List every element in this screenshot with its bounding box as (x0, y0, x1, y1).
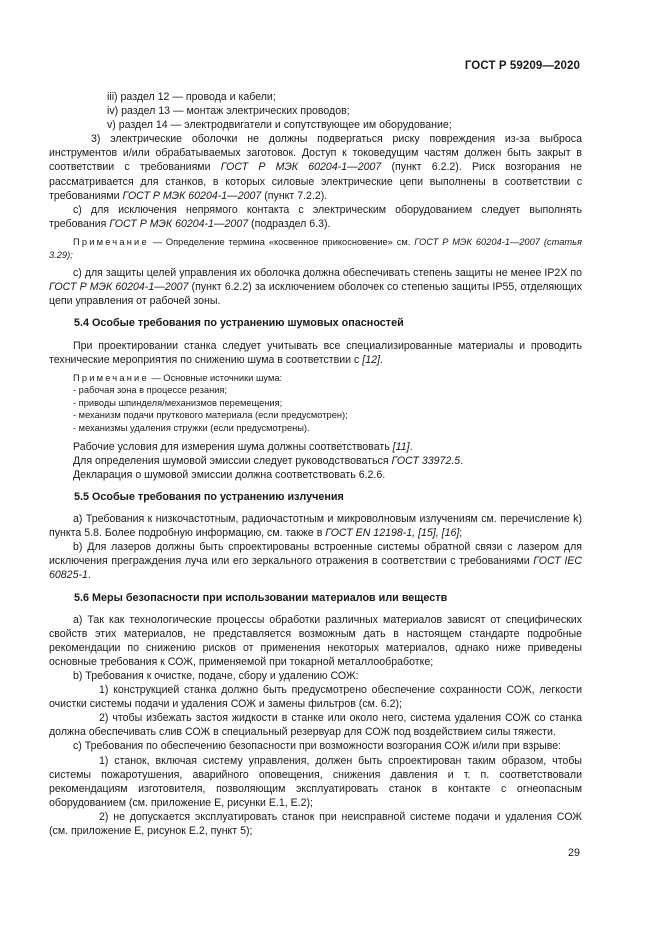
list-item: - механизмы удаления стружки (если предусмотрены). (73, 423, 310, 434)
paragraph-radiation-b: b) Для лазеров должны быть спроектированы встроенные системы обратной связи с лазером для исключения преграждения луча или его зеркального отражения в соответствии с требованиями ГОСТ IEC 60825-1. (49, 541, 582, 582)
paragraph-materials-b2: 2) чтобы избежать застоя жидкости в станке или около него, система удаления СОЖ со станка должна обеспечивать слив СОЖ в специальный резервуар для СОЖ под воздействием силы тяжести. (49, 712, 582, 739)
paragraph-materials-b1: 1) конструкцией станка должно быть предусмотрено обеспечение сохранности СОЖ, легкости очистки системы подачи и удаления СОЖ и замены фильтров (см. 6.2); (49, 684, 582, 711)
document-header: ГОСТ Р 59209—2020 (464, 60, 580, 72)
section-title-5-5: 5.5 Особые требования по устранению излучения (74, 490, 344, 503)
section-title-5-6: 5.6 Меры безопасности при использовании материалов или веществ (74, 591, 448, 604)
paragraph-noise-declaration: Декларация о шумовой эмиссии должна соответствовать 6.2.6. (73, 468, 386, 481)
note-noise-sources: Примечание — Основные источники шума: (73, 372, 283, 383)
paragraph-c-control-circuits: c) для защиты целей управления их оболочка должна обеспечивать степень защиты не менее IP2X по ГОСТ Р МЭК 60204-1—2007 (пункт 6.2.2) за исключением оболочек со степенью защиты IP55, отделяющих цепи управления от рабочей зоны. (49, 267, 582, 308)
list-item: - механизм подачи пруткового материала (если предусмотрен); (73, 410, 348, 421)
list-item-iv: iv) раздел 13 — монтаж электрических проводов; (107, 105, 350, 118)
list-item-v: v) раздел 14 — электродвигатели и сопутствующее им оборудование; (107, 119, 452, 132)
paragraph-materials-c2: 2) не допускается эксплуатировать станок при неисправной системе подачи и удаления СОЖ (см. приложение Е, рисунок Е.2, пункт 5); (49, 810, 582, 837)
page-body (49, 90, 582, 838)
paragraph-materials-a: a) Так как технологические процессы обработки различных материалов зависят от специфических свойств этих материалов, не представляется возможным дать в настоящем стандарте подробные рекомендации по снижению рисков от применения некоторых материалов, однако ниже приведены основные требования к СОЖ, применяемой при токарной металлообработке; (49, 613, 582, 668)
list-item: - рабочая зона в процессе резания; (73, 385, 228, 396)
paragraph-radiation-a: a) Требования к низкочастотным, радиочастотным и микроволновым излучениям см. перечисление k) пункта 5.8. Более подробную информацию, см. также в ГОСТ EN 12198-1, [15], [16]; (49, 513, 582, 540)
page-number: 29 (567, 847, 580, 859)
note-indirect-contact: Примечание — Определение термина «косвенное прикосновение» см. ГОСТ Р МЭК 60204-1—2007 (статья 3.29); (49, 236, 582, 260)
list-item: - приводы шпинделя/механизмов перемещения; (73, 397, 283, 408)
section-title-5-4: 5.4 Особые требования по устранению шумовых опасностей (74, 317, 404, 330)
paragraph-materials-c1: 1) станок, включая систему управления, должен быть спроектирован таким образом, чтобы системы пожаротушения, аварийного оповещения, снижения давления и т. п. соответствовали рекомендациям изготовителя, позволяющим эксплуатировать станок в контакте с огнеопасным оборудованием (см. приложение Е, рисунки Е.1, Е.2); (49, 754, 582, 809)
noise-sources-list (49, 384, 582, 434)
paragraph-item-3: 3) электрические оболочки не должны подвергаться риску повреждения из-за выброса инструментов и/или обрабатываемых заготовок. Доступ к токоведущим частям должен быть закрыт в соответствии с требованиями ГОСТ Р МЭК 60204-1—2007 (пункт 6.2.2). Риск возгорания не рассматривается для станков, в которых силовые электрические цепи выполнены в соответствии с требованиями ГОСТ Р МЭК 60204-1—2007 (пункт 7.2.2). (49, 133, 582, 202)
list-item-iii: iii) раздел 12 — провода и кабели; (107, 91, 276, 103)
paragraph-materials-b: b) Требования к очистке, подаче, сбору и удалению СОЖ: (73, 669, 359, 682)
paragraph-noise-design: При проектировании станка следует учитывать все специализированные материалы и проводить технические мероприятия по снижению шума в соответствии с [12]. (49, 339, 582, 366)
paragraph-materials-c: c) Требования по обеспечению безопасности при возможности возгорания СОЖ и/или при взрыве: (73, 740, 562, 753)
paragraph-noise-conditions: Рабочие условия для измерения шума должны соответствовать [11]. (73, 440, 413, 453)
paragraph-c-indirect-contact: c) для исключения непрямого контакта с электрическим оборудованием следует выполнять требования ГОСТ Р МЭК 60204-1—2007 (подраздел 6.3). (49, 203, 582, 230)
paragraph-noise-emission: Для определения шумовой эмиссии следует руководствоваться ГОСТ 33972.5. (73, 454, 464, 467)
